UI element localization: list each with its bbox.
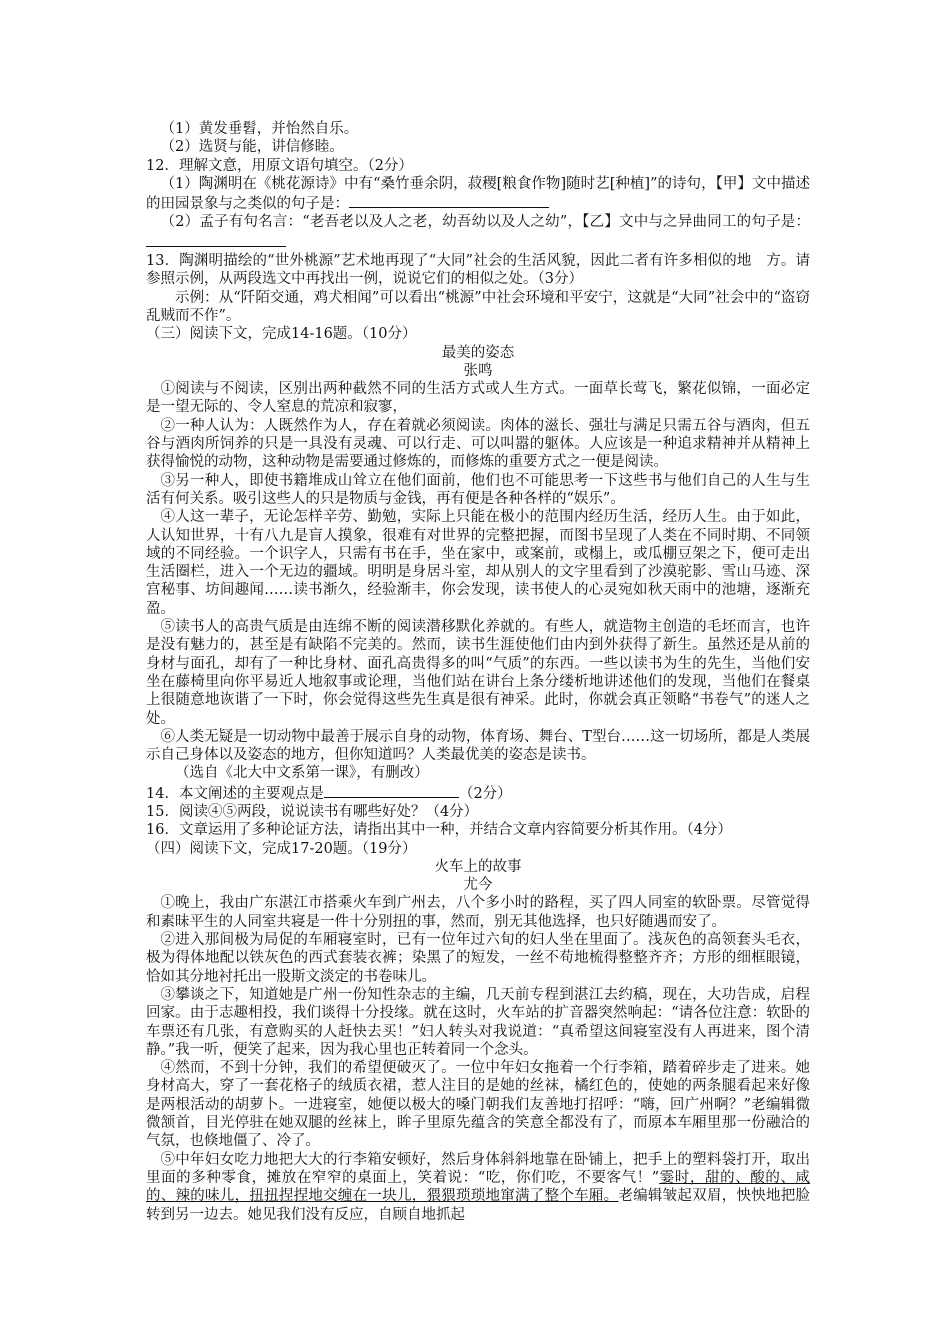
answer-blank[interactable]	[349, 193, 549, 208]
q15: 15．阅读④⑤两段，说说读书有哪些好处？（4分）	[146, 803, 479, 820]
article2-paragraph: ②进入那间极为局促的车厢寝室时，已有一位年过六旬的妇人坐在里面了。浅灰色的高领套头毛衣，极为得体地配以铁灰色的西式套装衣裤；染黑了的短发，一丝不苟地梳得整整齐齐；方形的细框眼镜，恰如其分地衬托出一股斯文淡定的书卷味儿。	[146, 932, 810, 985]
article2-paragraph-5: ⑤中年妇女吃力地把大大的行李箱安顿好，然后身体斜斜地靠在卧铺上，把手上的塑料袋打开，取出里面的多种零食，摊放在窄窄的桌面上，笑着说：“吃，你们吃，不要客气！”霎时，甜的、酸的、咸的、辣的味儿，扭扭捏捏地交缠在一块儿，猥猥琐琐地窜满了整个车厢。老编辑皱起双眉，怏怏地把脸转到另一边去。她见我们没有反应，自顾自地抓起	[146, 1151, 811, 1223]
article2-paragraph: ④然而，不到十分钟，我们的希望便破灭了。一位中年妇女拖着一个行李箱，踏着碎步走了进来。她身材高大，穿了一套花格子的绒质衣裙，惹人注目的是她的丝袜，橘红色的，使她的两条腿看起来好像是两根活动的胡萝卜。一进寝室，她便以极大的嗓门朝我们友善地打招呼：“嗨，回广州啊？”老编辑微微颔首，目光停驻在她双腿的丝袜上，眸子里原先蕴含的笑意全都没有了，而原本车厢里那一份融洽的气氛，也倏地僵了、冷了。	[146, 1060, 810, 1150]
section3-heading: （三）阅读下文，完成14-16题。（10分）	[146, 326, 417, 343]
q14: 14．本文阐述的主要观点是 （2分）	[146, 783, 810, 803]
article1-paragraph: ①阅读与不阅读，区别出两种截然不同的生活方式或人生方式。一面草长莺飞，繁花似锦，一面必定是一望无际的、令人窒息的荒凉和寂寥，	[146, 381, 810, 416]
underlined-sentence: 霎时，甜的、酸的、咸的、辣的味儿，扭扭捏捏地交缠在一块儿，猥猥琐琐地窜满了整个车厢。	[146, 1169, 811, 1205]
article1-paragraph: ③另一种人，即使书籍堆成山耸立在他们面前，他们也不可能思考一下这些书与他们自己的人生与生活有何关系。吸引这些人的只是物质与金钱，再有便是各种各样的“娱乐”。	[146, 472, 810, 507]
q12-part2: （2）孟子有句名言：“老吾老以及人之老，幼吾幼以及人之幼”，【乙】文中与之异曲同工的句子是：	[146, 213, 810, 252]
article1-paragraph: ⑤读书人的高贵气质是由连绵不断的阅读潜移默化养就的。有些人，就造物主创造的毛坯而言，也许是没有魅力的，甚至是有缺陷不完美的。然而，读书生涯使他们由内到外获得了新生。虽然还是从前的身材与面孔，却有了一种比身材、面孔高贵得多的叫“气质”的东西。一些以读书为生的先生，当他们安坐在藤椅里向你平易近人地叙事或论理，当他们站在讲台上条分缕析地讲述他们的发现，当他们在餐桌上很随意地诙谐了一下时，你会觉得这些先生真是很有神采。此时，你就会真正领略“书卷气”的迷人之处。	[146, 619, 810, 727]
article1-paragraph: ②一种人认为：人既然作为人，存在着就必须阅读。肉体的滋长、强壮与满足只需五谷与酒肉，但五谷与酒肉所饲养的只是一具没有灵魂、可以行走、可以叫嚣的躯体。人应该是一种追求精神并从精神上获得愉悦的动物，这种动物是需要通过修炼的，而修炼的重要方式之一便是阅读。	[146, 417, 810, 471]
article1-title: 最美的姿态	[441, 344, 515, 361]
q13-stem: 13．陶渊明描绘的“世外桃源”艺术地再现了“大同”社会的生活风貌，因此二者有许多相似的地 方。请参照示例，从两段选文中再找出一例，说说它们的相似之处。（3分）	[146, 253, 810, 288]
q11-item-2: （2）选贤与能，讲信修睦。	[160, 139, 344, 156]
article1-author: 张鸣	[463, 362, 493, 379]
q12-part1: （1）陶渊明在《桃花源诗》中有“桑竹垂余阴，菽稷[粮食作物]随时艺[种植]”的诗句，【甲】文中描述的田园景象与之类似的句子是：	[146, 175, 810, 213]
q11-item-1: （1）黄发垂髫，并怡然自乐。	[160, 121, 359, 137]
q13-example: 示例：从“阡陌交通，鸡犬相闻”可以看出“桃源”中社会环境和平安宁，这就是“大同”社会中的“盗窃乱贼而不作”。	[146, 289, 810, 324]
document-page	[146, 120, 810, 1224]
article2-paragraph: ③攀谈之下，知道她是广州一份知性杂志的主编，几天前专程到湛江去约稿，现在，大功告成，启程回家。由于志趣相投，我们谈得十分投缘。就在这时，火车站的扩音器突然响起：“请各位注意：软卧的车票还有几张，有意购买的人赶快去买！”妇人转头对我说道：“真希望这间寝室没有人再进来，图个清静。”我一听，便笑了起来，因为我心里也正转着同一个念头。	[146, 986, 810, 1058]
article1-source: （选自《北大中文系第一课》，有删改）	[175, 765, 429, 782]
article1-paragraph: ⑥人类无疑是一切动物中最善于展示自身的动物，体育场、舞台、T型台……这一切场所，都是人类展示自己身体以及姿态的地方，但你知道吗？人类最优美的姿态是读书。	[146, 728, 810, 764]
q12-stem: 12．理解文意，用原文语句填空。（2分）	[146, 157, 413, 174]
section4-heading: （四）阅读下文，完成17-20题。（19分）	[146, 840, 417, 857]
q16: 16．文章运用了多种论证方法，请指出其中一种，并结合文章内容简要分析其作用。（4分）	[146, 822, 732, 839]
article1-paragraph: ④人这一辈子，无论怎样辛劳、勤勉，实际上只能在极小的范围内经历生活，经历人生。由于如此，人认知世界，十有八九是盲人摸象，很难有对世界的完整把握，而图书呈现了人类在不同时期、不同领域的不同经验。一个识字人，只需有书在手，坐在家中，或案前，或榻上，或瓜棚豆架之下，便可走出生活圈栏，进入一个无边的疆域。明明是身居斗室，却从别人的文字里看到了沙漠驼影、雪山马迹、深宫秘事、坊间趣闻……读书渐久，经验渐丰，你会发现，读书使人的心灵宛如秋天雨中的池塘，逐渐充盈。	[146, 509, 810, 617]
article2-title: 火车上的故事	[434, 858, 522, 875]
article2-author: 尤今	[463, 877, 493, 894]
answer-blank[interactable]	[146, 232, 286, 247]
article2-paragraph: ①晚上，我由广东湛江市搭乘火车到广州去，八个多小时的路程，买了四人同室的软卧票。尽管觉得和素昧平生的人同室共寝是一件十分别扭的事，然而，别无其他选择，也只好随遇而安了。	[146, 895, 810, 930]
answer-blank[interactable]	[324, 783, 459, 798]
